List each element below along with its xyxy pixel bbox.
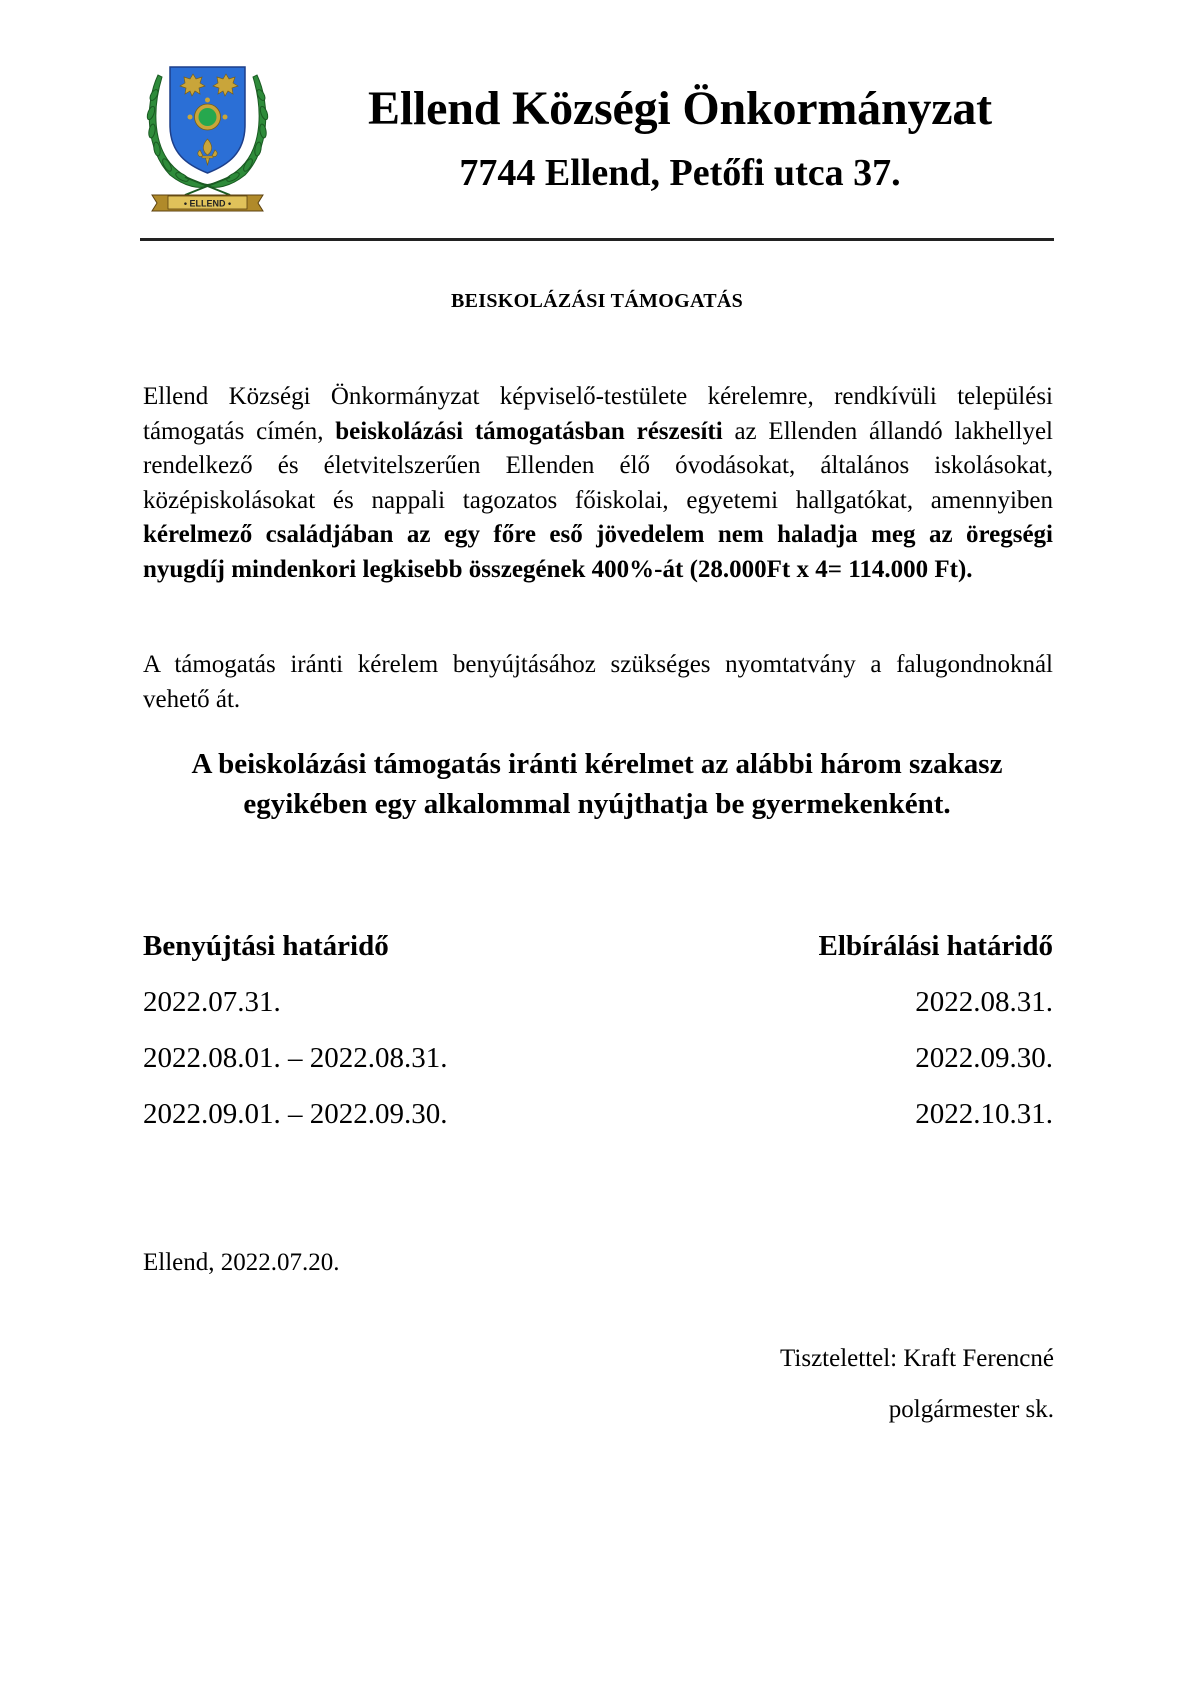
decision-deadline: 2022.08.31.	[915, 986, 1053, 1018]
signature-title: polgármester sk.	[888, 1396, 1054, 1423]
table-row	[143, 986, 1053, 1042]
organization-address: 7744 Ellend, Petőfi utca 37.	[459, 152, 901, 194]
paragraph-bold-text: beiskolázási támogatásban részesíti	[335, 417, 723, 445]
decision-deadline: 2022.10.31.	[915, 1098, 1053, 1130]
paragraph-bold-text: kérelmező családjában az egy főre eső jövedelem nem haladja meg az öregségi nyugdíj mindenkori legkisebb összegének 400%-át (28.000Ft x 4= 114.000 Ft).	[143, 521, 1053, 583]
place-and-date: Ellend, 2022.07.20.	[143, 1249, 340, 1276]
table-row	[143, 1098, 1053, 1154]
table-header-row	[143, 930, 1053, 986]
submission-deadline: 2022.08.01. – 2022.08.31.	[143, 1042, 448, 1074]
paragraph-text: az Ellenden állandó lakhellyel rendelkező és életvitelszerűen Ellenden élő óvodásokat, általános iskolásokat, középiskolásokat és nappali tagozatos főiskolai, egyetemi hallgatókat, amennyiben	[143, 417, 1053, 514]
deadline-table	[143, 930, 1053, 1154]
paragraph-text: Ellend Községi Önkormányzat képviselő-testülete kérelemre, rendkívüli települési támogatás címén,	[143, 383, 1053, 445]
signature-line: Tisztelettel: Kraft Ferencné	[780, 1345, 1054, 1372]
paragraph-form-info: A támogatás iránti kérelem benyújtásához szükséges nyomtatvány a falugondnoknál vehető át.	[143, 651, 1053, 713]
organization-name: Ellend Községi Önkormányzat	[368, 82, 992, 135]
header-divider	[140, 238, 1054, 241]
decision-deadline: 2022.09.30.	[915, 1042, 1053, 1074]
document-title: BEISKOLÁZÁSI TÁMOGATÁS	[450, 290, 744, 312]
svg-text:• ELLEND •: • ELLEND •	[183, 198, 232, 209]
table-row	[143, 1042, 1053, 1098]
coat-of-arms-icon	[140, 55, 275, 215]
callout-notice: A beiskolázási támogatás iránti kérelmet az alábbi három szakasz egyikében egy alkalommal nyújthatja be gyermekenként.	[191, 748, 1003, 820]
submission-deadline: 2022.07.31.	[143, 986, 281, 1018]
submission-deadline: 2022.09.01. – 2022.09.30.	[143, 1098, 448, 1130]
column-header-decision: Elbírálási határidő	[818, 930, 1053, 962]
column-header-submission: Benyújtási határidő	[143, 930, 389, 962]
paragraph-eligibility	[143, 380, 1053, 587]
